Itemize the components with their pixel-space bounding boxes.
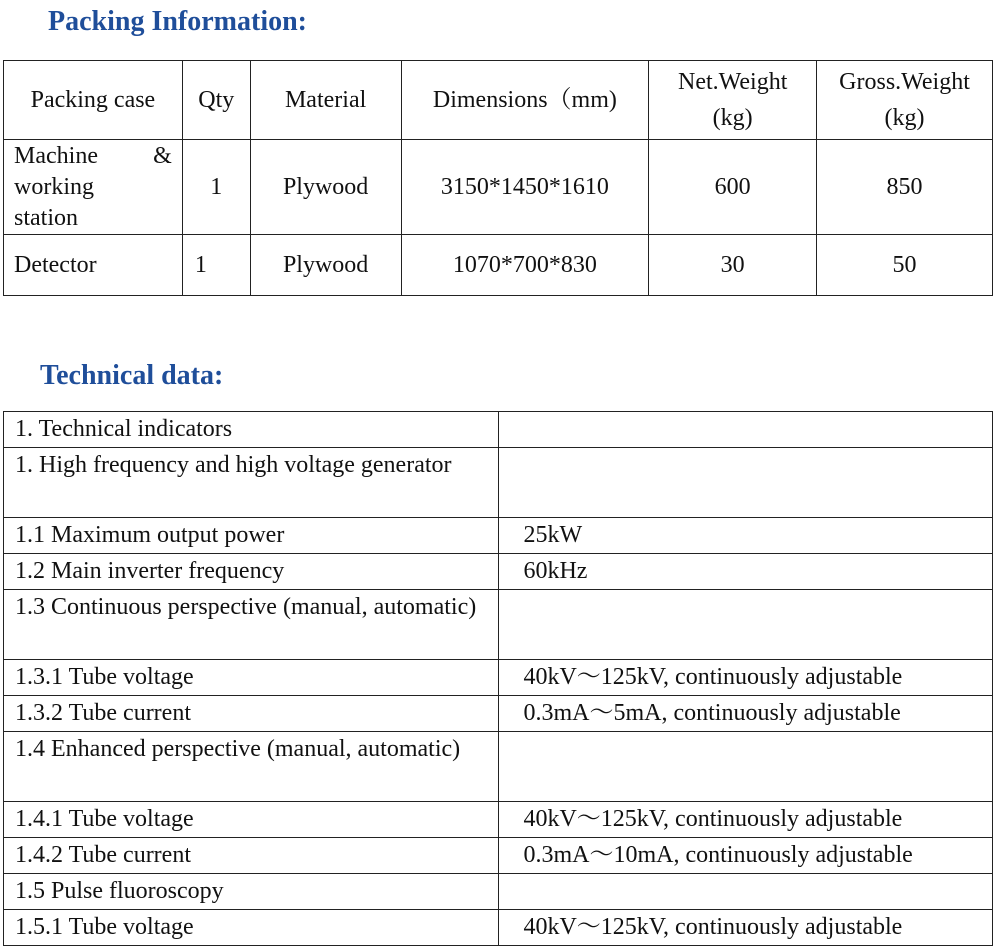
cell-material: Plywood [250, 140, 401, 235]
spec-value [499, 874, 993, 910]
header-gross-weight-line1: Gross.Weight [839, 69, 970, 95]
packing-heading: Packing Information: [48, 6, 307, 37]
spec-value [499, 412, 993, 448]
packing-header-row [4, 61, 993, 140]
header-dimensions: Dimensions（mm) [401, 61, 649, 140]
header-material: Material [250, 61, 401, 140]
spec-label: 1.4 Enhanced perspective (manual, automatic) [4, 732, 499, 802]
spec-value: 40kV～125kV, continuously adjustable [499, 660, 993, 696]
spec-value [499, 732, 993, 802]
table-row [4, 140, 993, 235]
header-net-weight-line2: (kg) [712, 105, 753, 131]
header-net-weight [649, 61, 817, 140]
spec-label: 1.2 Main inverter frequency [4, 554, 499, 590]
header-net-weight-line1: Net.Weight [677, 69, 788, 95]
technical-table [3, 411, 993, 946]
spec-value [499, 590, 993, 660]
header-packing-case: Packing case [4, 61, 183, 140]
case-line3: station [14, 204, 78, 231]
cell-packing-case [4, 140, 183, 235]
cell-dimensions: 1070*700*830 [401, 235, 649, 296]
table-row [4, 874, 993, 910]
spec-value: 40kV～125kV, continuously adjustable [499, 802, 993, 838]
table-row [4, 412, 993, 448]
cell-qty: 1 [182, 235, 250, 296]
table-row [4, 910, 993, 946]
table-row [4, 732, 993, 802]
spec-label: 1.3.2 Tube current [4, 696, 499, 732]
cell-gross-weight: 50 [817, 235, 993, 296]
spec-value [499, 448, 993, 518]
header-gross-weight [817, 61, 993, 140]
cell-net-weight: 30 [649, 235, 817, 296]
cell-net-weight: 600 [649, 140, 817, 235]
spec-value: 60kHz [499, 554, 993, 590]
spec-label: 1.5 Pulse fluoroscopy [4, 874, 499, 910]
spec-label: 1. Technical indicators [4, 412, 499, 448]
table-row [4, 448, 993, 518]
spec-label: 1.4.1 Tube voltage [4, 802, 499, 838]
spec-value: 0.3mA～5mA, continuously adjustable [499, 696, 993, 732]
spec-label: 1.1 Maximum output power [4, 518, 499, 554]
table-row [4, 660, 993, 696]
table-row [4, 554, 993, 590]
spec-value: 0.3mA～10mA, continuously adjustable [499, 838, 993, 874]
spec-label: 1.5.1 Tube voltage [4, 910, 499, 946]
case-line1 [14, 141, 172, 172]
cell-dimensions: 3150*1450*1610 [401, 140, 649, 235]
table-row [4, 590, 993, 660]
packing-table [3, 60, 993, 296]
spec-label: 1.3 Continuous perspective (manual, automatic) [4, 590, 499, 660]
spec-label: 1.3.1 Tube voltage [4, 660, 499, 696]
header-gross-weight-line2: (kg) [884, 105, 925, 131]
spec-value: 25kW [499, 518, 993, 554]
cell-qty: 1 [182, 140, 250, 235]
cell-material: Plywood [250, 235, 401, 296]
cell-packing-case: Detector [4, 235, 183, 296]
spec-label: 1. High frequency and high voltage generator [4, 448, 499, 518]
spec-value: 40kV～125kV, continuously adjustable [499, 910, 993, 946]
table-row [4, 802, 993, 838]
table-row [4, 235, 993, 296]
case-line2: working [14, 173, 94, 200]
table-row [4, 518, 993, 554]
header-qty: Qty [182, 61, 250, 140]
spec-label: 1.4.2 Tube current [4, 838, 499, 874]
table-row [4, 696, 993, 732]
technical-heading: Technical data: [40, 360, 224, 391]
cell-gross-weight: 850 [817, 140, 993, 235]
table-row [4, 838, 993, 874]
case-word-ampersand: & [153, 142, 172, 169]
case-word-machine: Machine [14, 142, 98, 169]
